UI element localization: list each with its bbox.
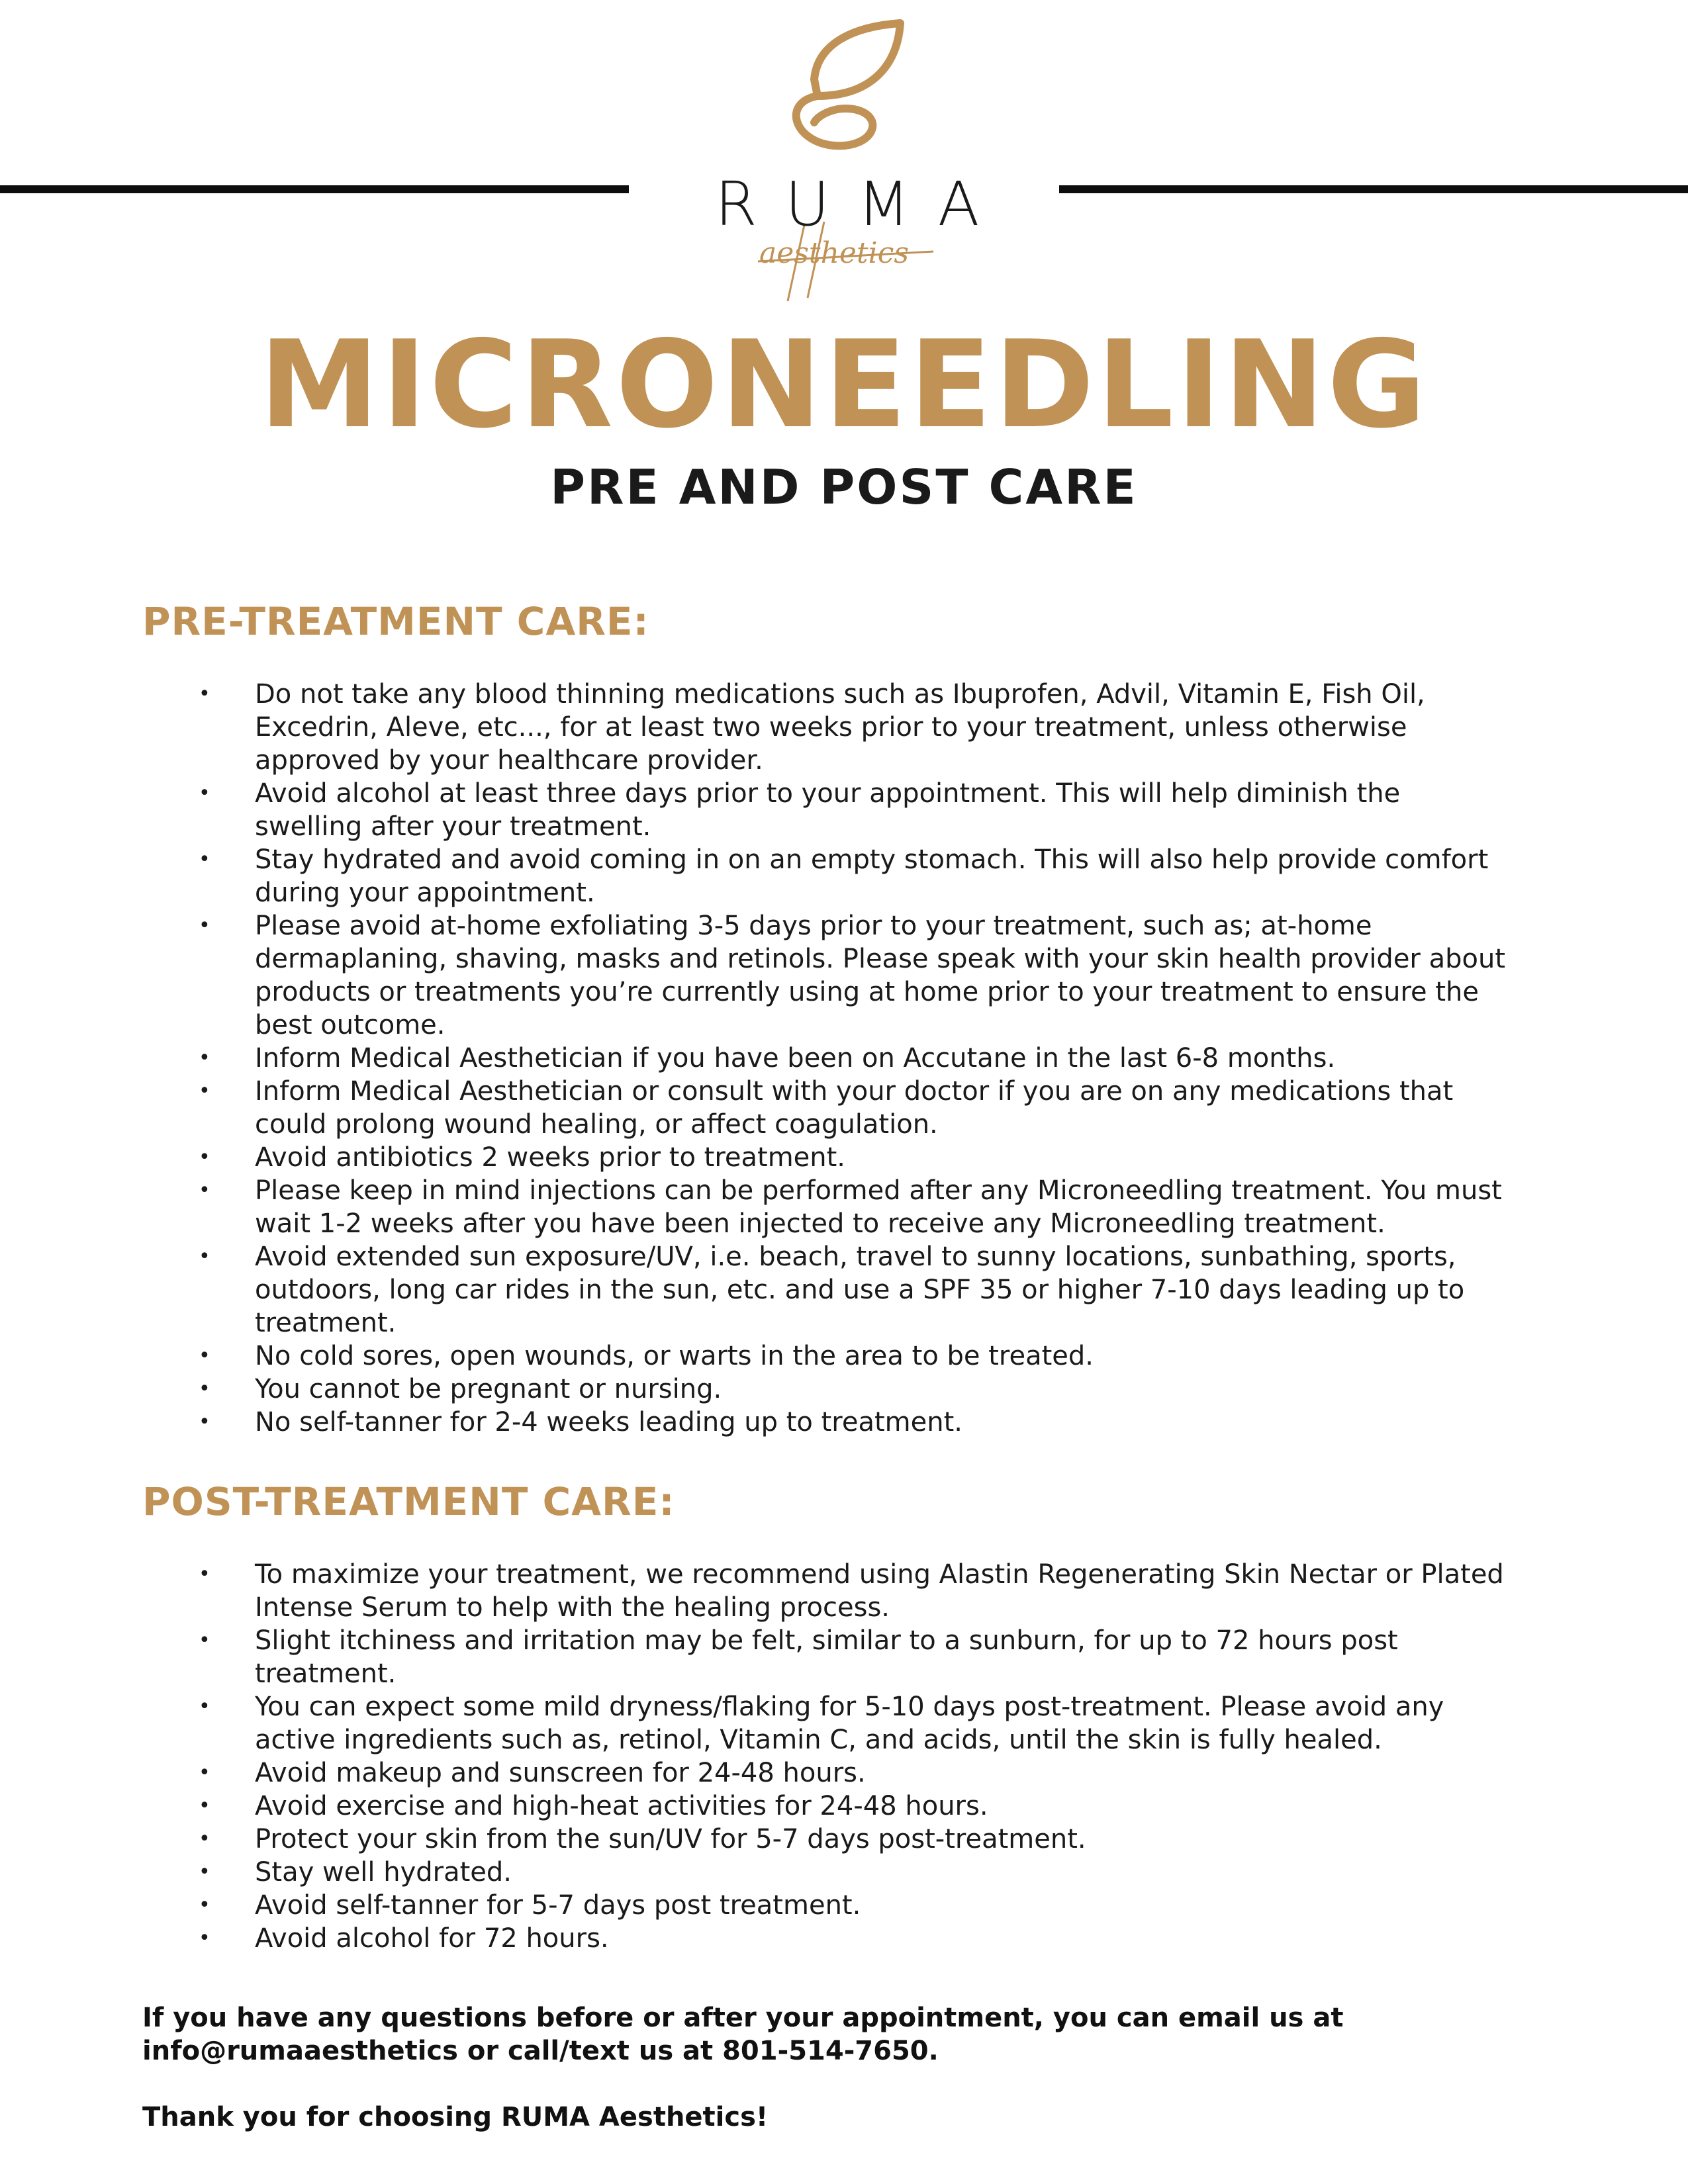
list-item	[199, 1406, 1509, 1439]
list-item-text: Avoid extended sun exposure/UV, i.e. beach, travel to sunny locations, sunbathing, sports, outdoors, long car rides in the sun, etc. and use a SPF 35 or higher 7-10 days leading up to treatment.	[255, 1242, 1465, 1338]
list-item-text: Stay well hydrated.	[255, 1857, 512, 1888]
bullet-icon: •	[199, 1927, 211, 1950]
list-item	[199, 1790, 1509, 1823]
contact-info: If you have any questions before or after your appointment, you can email us at info@rumaaesthetics or call/text us at 801-514-7650.	[142, 2003, 1344, 2066]
list-item-text: Avoid alcohol for 72 hours.	[255, 1923, 609, 1954]
list-item	[199, 1856, 1509, 1889]
list-item-text: No self-tanner for 2-4 weeks leading up to treatment.	[255, 1407, 962, 1437]
list-item-text: You cannot be pregnant or nursing.	[255, 1374, 722, 1404]
thank-you-note: Thank you for choosing RUMA Aesthetics!	[142, 2102, 769, 2132]
list-item-text: Protect your skin from the sun/UV for 5-7 days post-treatment.	[255, 1824, 1086, 1854]
list-item-text: Inform Medical Aesthetician or consult with your doctor if you are on any medications that could prolong wound healing, or affect coagulation.	[255, 1076, 1454, 1140]
list-item-text: Avoid exercise and high-heat activities for 24-48 hours.	[255, 1791, 988, 1821]
list-item	[199, 909, 1509, 1042]
bullet-icon: •	[199, 1079, 211, 1103]
bullet-icon: •	[199, 1827, 211, 1850]
bullet-icon: •	[199, 1046, 211, 1069]
pre-treatment-list	[199, 678, 1509, 1439]
post-treatment-list	[199, 1558, 1509, 1955]
bullet-icon: •	[199, 1179, 211, 1202]
header-divider-left	[0, 185, 629, 193]
list-item-text: Avoid alcohol at least three days prior to your appointment. This will help diminish the swelling after your treatment.	[255, 778, 1401, 842]
bullet-icon: •	[199, 1761, 211, 1784]
bullet-icon: •	[199, 1410, 211, 1433]
bullet-icon: •	[199, 1794, 211, 1817]
list-item	[199, 1340, 1509, 1373]
list-item	[199, 1141, 1509, 1174]
list-item	[199, 843, 1509, 909]
list-item-text: Please keep in mind injections can be performed after any Microneedling treatment. You must wait 1-2 weeks after you have been injected to receive any Microneedling treatment.	[255, 1175, 1502, 1239]
list-item	[199, 1690, 1509, 1756]
list-item-text: Do not take any blood thinning medications such as Ibuprofen, Advil, Vitamin E, Fish Oil, Excedrin, Aleve, etc..., for at least two weeks prior to your treatment, unless otherwise approved by your healthcare provider.	[255, 679, 1425, 776]
ruma-logo	[702, 17, 1008, 308]
list-item-text: No cold sores, open wounds, or warts in the area to be treated.	[255, 1341, 1094, 1371]
page-title: MICRONEEDLING	[259, 314, 1429, 455]
list-item-text: You can expect some mild dryness/flaking for 5-10 days post-treatment. Please avoid any active ingredients such as, retinol, Vitamin C, and acids, until the skin is fully healed.	[255, 1692, 1444, 1755]
bullet-icon: •	[199, 1860, 211, 1884]
list-item	[199, 1075, 1509, 1141]
bullet-icon: •	[199, 914, 211, 937]
list-item	[199, 1240, 1509, 1340]
list-item	[199, 1922, 1509, 1955]
list-item-text: Slight itchiness and irritation may be felt, similar to a sunburn, for up to 72 hours post treatment.	[255, 1625, 1398, 1689]
bullet-icon: •	[199, 1146, 211, 1169]
list-item-text: Inform Medical Aesthetician if you have been on Accutane in the last 6-8 months.	[255, 1043, 1336, 1073]
list-item-text: Please avoid at-home exfoliating 3-5 days prior to your treatment, such as; at-home dermaplaning, shaving, masks and retinols. Please speak with your skin health provider about products or treatments you’re currently using at home prior to your treatment to ensure the best outcome.	[255, 911, 1506, 1040]
bullet-icon: •	[199, 1893, 211, 1917]
brand-name: RUMA	[715, 169, 1008, 240]
list-item-text: Avoid self-tanner for 5-7 days post treatment.	[255, 1890, 861, 1921]
list-item	[199, 1756, 1509, 1790]
list-item-text: Avoid antibiotics 2 weeks prior to treatment.	[255, 1142, 846, 1173]
list-item	[199, 1174, 1509, 1240]
list-item-text: To maximize your treatment, we recommend using Alastin Regenerating Skin Nectar or Plated Intense Serum to help with the healing process.	[255, 1559, 1504, 1623]
bullet-icon: •	[199, 782, 211, 805]
page-subtitle: PRE AND POST CARE	[550, 459, 1138, 515]
bullet-icon: •	[199, 1563, 211, 1586]
list-item	[199, 1558, 1509, 1624]
list-item-text: Stay hydrated and avoid coming in on an empty stomach. This will also help provide comfort during your appointment.	[255, 844, 1489, 908]
list-item	[199, 1624, 1509, 1690]
list-item	[199, 1373, 1509, 1406]
list-item	[199, 777, 1509, 843]
leaf-logo-icon	[702, 17, 1008, 308]
header-divider-right	[1059, 185, 1688, 193]
list-item	[199, 678, 1509, 777]
bullet-icon: •	[199, 1695, 211, 1718]
brand-tagline: aesthetics	[759, 236, 909, 270]
pre-treatment-heading: PRE-TREATMENT CARE:	[142, 599, 649, 644]
bullet-icon: •	[199, 1245, 211, 1268]
bullet-icon: •	[199, 1344, 211, 1367]
post-treatment-heading: POST-TREATMENT CARE:	[142, 1479, 675, 1524]
list-item	[199, 1889, 1509, 1922]
list-item	[199, 1823, 1509, 1856]
bullet-icon: •	[199, 682, 211, 705]
bullet-icon: •	[199, 1377, 211, 1400]
list-item	[199, 1042, 1509, 1075]
bullet-icon: •	[199, 1629, 211, 1652]
list-item-text: Avoid makeup and sunscreen for 24-48 hours.	[255, 1758, 866, 1788]
bullet-icon: •	[199, 848, 211, 871]
